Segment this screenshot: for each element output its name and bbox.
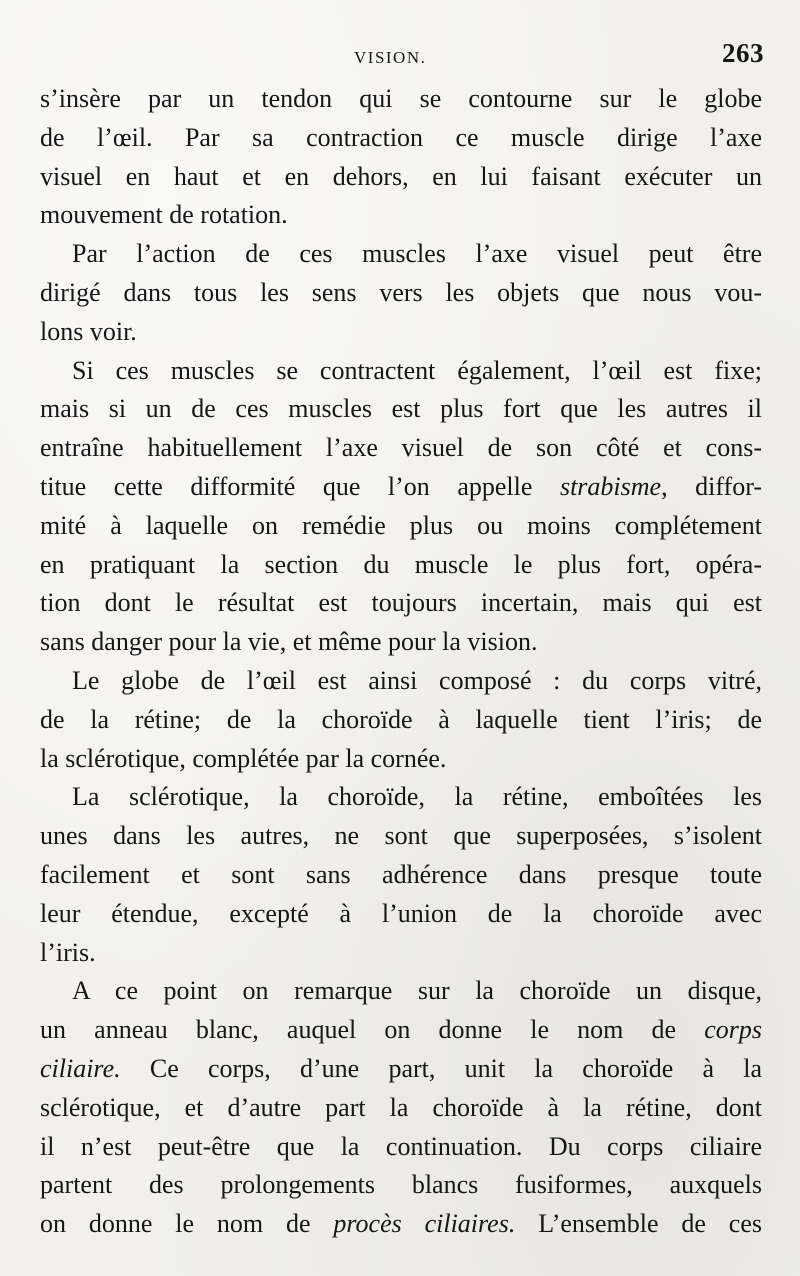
text-line: [40, 1050, 762, 1089]
text-line: mité à laquelle on remédie plus ou moins complétement: [40, 510, 762, 540]
text-line: facilement et sont sans adhérence dans presque toute: [40, 859, 762, 889]
paragraph: [40, 662, 762, 778]
text-line: de l’œil. Par sa contraction ce muscle dirige l’axe: [40, 122, 762, 152]
paragraph: [40, 352, 762, 662]
text-line: partent des prolongements blancs fusiformes, auxquels: [40, 1170, 762, 1200]
text-run: titue cette difformité que l’on appelle: [40, 471, 560, 501]
paragraph: [40, 235, 762, 351]
text-line: Par l’action de ces muscles l’axe visuel peut être: [72, 239, 762, 269]
italic-term: procès ciliaires.: [333, 1209, 516, 1239]
body-text: [40, 80, 762, 1244]
text-line: [40, 1205, 762, 1244]
text-line: entraîne habituellement l’axe visuel de son côté et cons-: [40, 433, 762, 463]
text-line: unes dans les autres, ne sont que superposées, s’isolent: [40, 821, 762, 851]
text-line: de la rétine; de la choroïde à laquelle tient l’iris; de: [40, 704, 762, 734]
text-line: en pratiquant la section du muscle le plus fort, opéra-: [40, 549, 762, 579]
text-run: on donne le nom de: [40, 1209, 334, 1239]
text-line: la sclérotique, complétée par la cornée.: [40, 743, 447, 773]
text-line: dirigé dans tous les sens vers les objets que nous vou-: [40, 277, 762, 307]
text-line: Le globe de l’œil est ainsi composé : du corps vitré,: [72, 665, 762, 695]
text-line: A ce point on remarque sur la choroïde un disque,: [72, 976, 762, 1006]
text-line: mais si un de ces muscles est plus fort que les autres il: [40, 394, 762, 424]
text-run: , diffor-: [661, 471, 762, 501]
text-line: tion dont le résultat est toujours incertain, mais qui est: [40, 588, 762, 618]
text-line: [40, 1011, 762, 1050]
page-number: 263: [722, 38, 764, 68]
text-line: La sclérotique, la choroïde, la rétine, emboîtées les: [72, 782, 762, 812]
text-run: L’ensemble de ces: [515, 1209, 762, 1239]
text-line: Si ces muscles se contractent également, l’œil est fixe;: [72, 355, 762, 385]
text-run: Ce corps, d’une part, unit la choroïde à la: [120, 1053, 762, 1083]
paragraph: [40, 778, 762, 972]
text-line: sans danger pour la vie, et même pour la vision.: [40, 627, 538, 657]
text-line: leur étendue, excepté à l’union de la choroïde avec: [40, 898, 762, 928]
text-line: mouvement de rotation.: [40, 200, 288, 230]
text-line: sclérotique, et d’autre part la choroïde à la rétine, dont: [40, 1092, 762, 1122]
text-line: lons voir.: [40, 316, 137, 346]
text-line: s’insère par un tendon qui se contourne sur le globe: [40, 84, 762, 113]
running-title: VISION.: [354, 48, 427, 67]
text-line: l’iris.: [40, 937, 96, 967]
text-run: un anneau blanc, auquel on donne le nom de: [40, 1015, 705, 1045]
italic-term: strabisme: [559, 471, 662, 501]
italic-term: ciliaire.: [40, 1053, 121, 1083]
text-line: [40, 468, 762, 507]
paragraph: [40, 972, 762, 1244]
italic-term: corps: [704, 1015, 762, 1045]
text-line: visuel en haut et en dehors, en lui faisant exécuter un: [40, 161, 762, 191]
text-line: il n’est peut-être que la continuation. Du corps ciliaire: [40, 1131, 762, 1161]
paragraph: [40, 80, 762, 235]
running-head: [0, 38, 800, 78]
